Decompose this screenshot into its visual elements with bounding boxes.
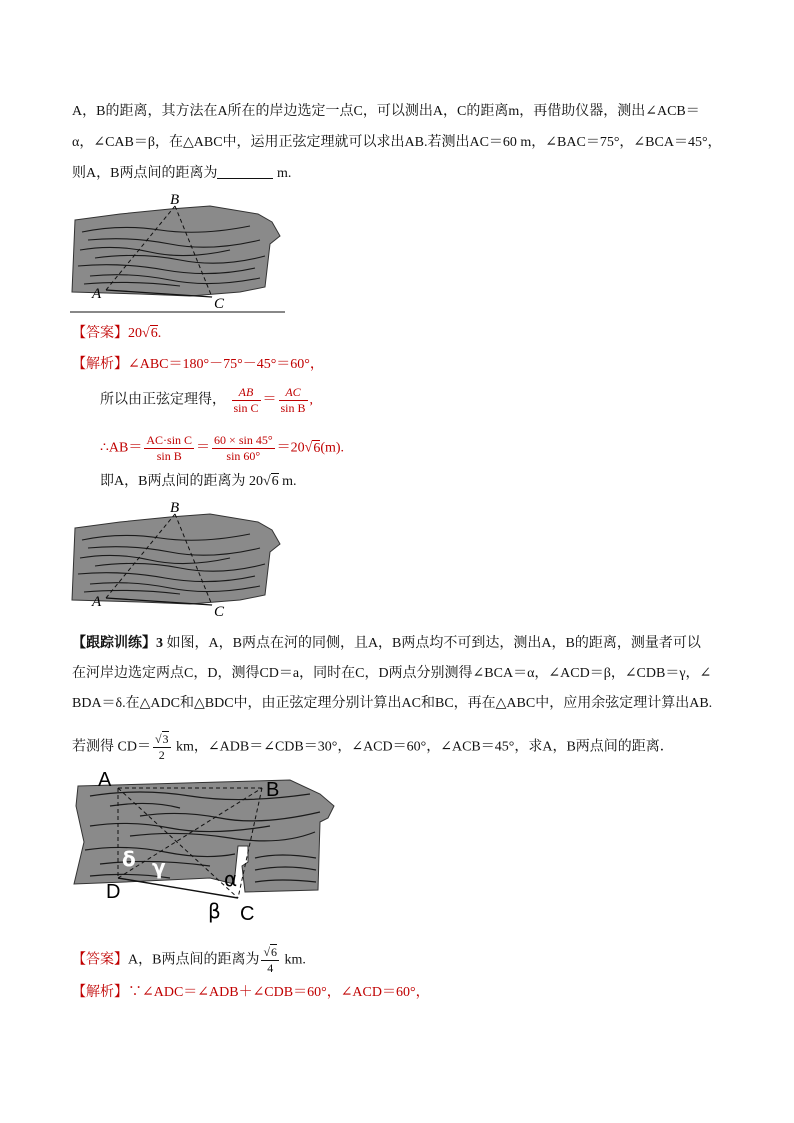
- fig1-label-b: B: [170, 192, 180, 208]
- fig3-label-delta: δ: [122, 847, 136, 871]
- problem-line-3: 则A，B两点间的距离为 m.: [72, 166, 292, 181]
- problem-line-2: α，∠CAB＝β，在△ABC中，运用正弦定理就可以求出AB.若测出AC＝60 m，∠BAC＝75°，∠BCA＝45°，: [72, 135, 722, 150]
- fig2-label-c: C: [214, 604, 225, 620]
- answer-blank: [217, 164, 273, 179]
- solution-1-line-1: 【解析】∠ABC＝180°－75°－45°＝60°，: [72, 357, 324, 372]
- fig3-label-d: D: [106, 881, 121, 903]
- practice-line-4: 若测得 CD＝ $\frac{√3}{2}$ km，∠ADB＝∠CDB＝30°，∠ACD＝60°，∠ACB＝45°，求A，B两点间的距离．: [72, 732, 674, 762]
- solution-1-line-3: ∴AB＝ $\frac{\text{AC·sin C}}{\text{sin B}}$ ＝ $\frac{60 \times \sin 45^\circ}{\sin 60^\circ}$ ＝20√6(m).: [100, 433, 345, 463]
- practice-line-2: 在河岸边选定两点C，D，测得CD＝a，同时在C，D两点分别测得∠BCA＝α，∠ACD＝β，∠CDB＝γ，∠: [72, 666, 712, 681]
- answer-2: 【答案】A，B两点间的距离为 $\frac{√6}{4}$ km.: [72, 945, 306, 975]
- river-figure-1: [60, 192, 290, 317]
- fig2-label-b: B: [170, 500, 180, 516]
- fig3-label-alpha: α: [224, 867, 238, 891]
- practice-line-3: BDA＝δ.在△ADC和△BDC中，由正弦定理分别计算出AC和BC，再在△ABC中，应用余弦定理计算出AB.: [72, 696, 713, 711]
- fig3-label-b: B: [266, 779, 280, 801]
- solution-1-line-4: 即A，B两点间的距离为 20√6 m.: [100, 474, 297, 489]
- river-figure-2: [60, 500, 290, 625]
- problem-line-1: A，B的距离，其方法在A所在的岸边选定一点C，可以测出A，C的距离m，再借助仪器，测出∠ACB＝: [72, 104, 700, 119]
- solution-2-line-1: 【解析】∵∠ADC＝∠ADB＋∠CDB＝60°，∠ACD＝60°，: [72, 985, 430, 1000]
- river-figure-3: [70, 766, 350, 930]
- practice-line-1: 【跟踪训练】3 如图，A，B两点在河的同侧，且A，B两点均不可到达，测出A，B的距离，测量者可以: [72, 636, 701, 651]
- fig3-label-c: C: [240, 903, 255, 925]
- fig3-label-gamma: γ: [152, 855, 166, 879]
- fig3-label-a: A: [98, 769, 112, 791]
- answer-1: 【答案】20√6.: [72, 326, 162, 341]
- fig1-label-a: A: [92, 286, 102, 302]
- fig3-label-beta: β: [208, 899, 221, 923]
- fig1-label-c: C: [214, 296, 225, 312]
- fig2-label-a: A: [92, 594, 102, 610]
- solution-1-line-2: 所以由正弦定理得， $\frac{AB}{\text{sin C}}$ ＝ $\frac{AC}{\text{sin B}}$ ,: [100, 385, 314, 415]
